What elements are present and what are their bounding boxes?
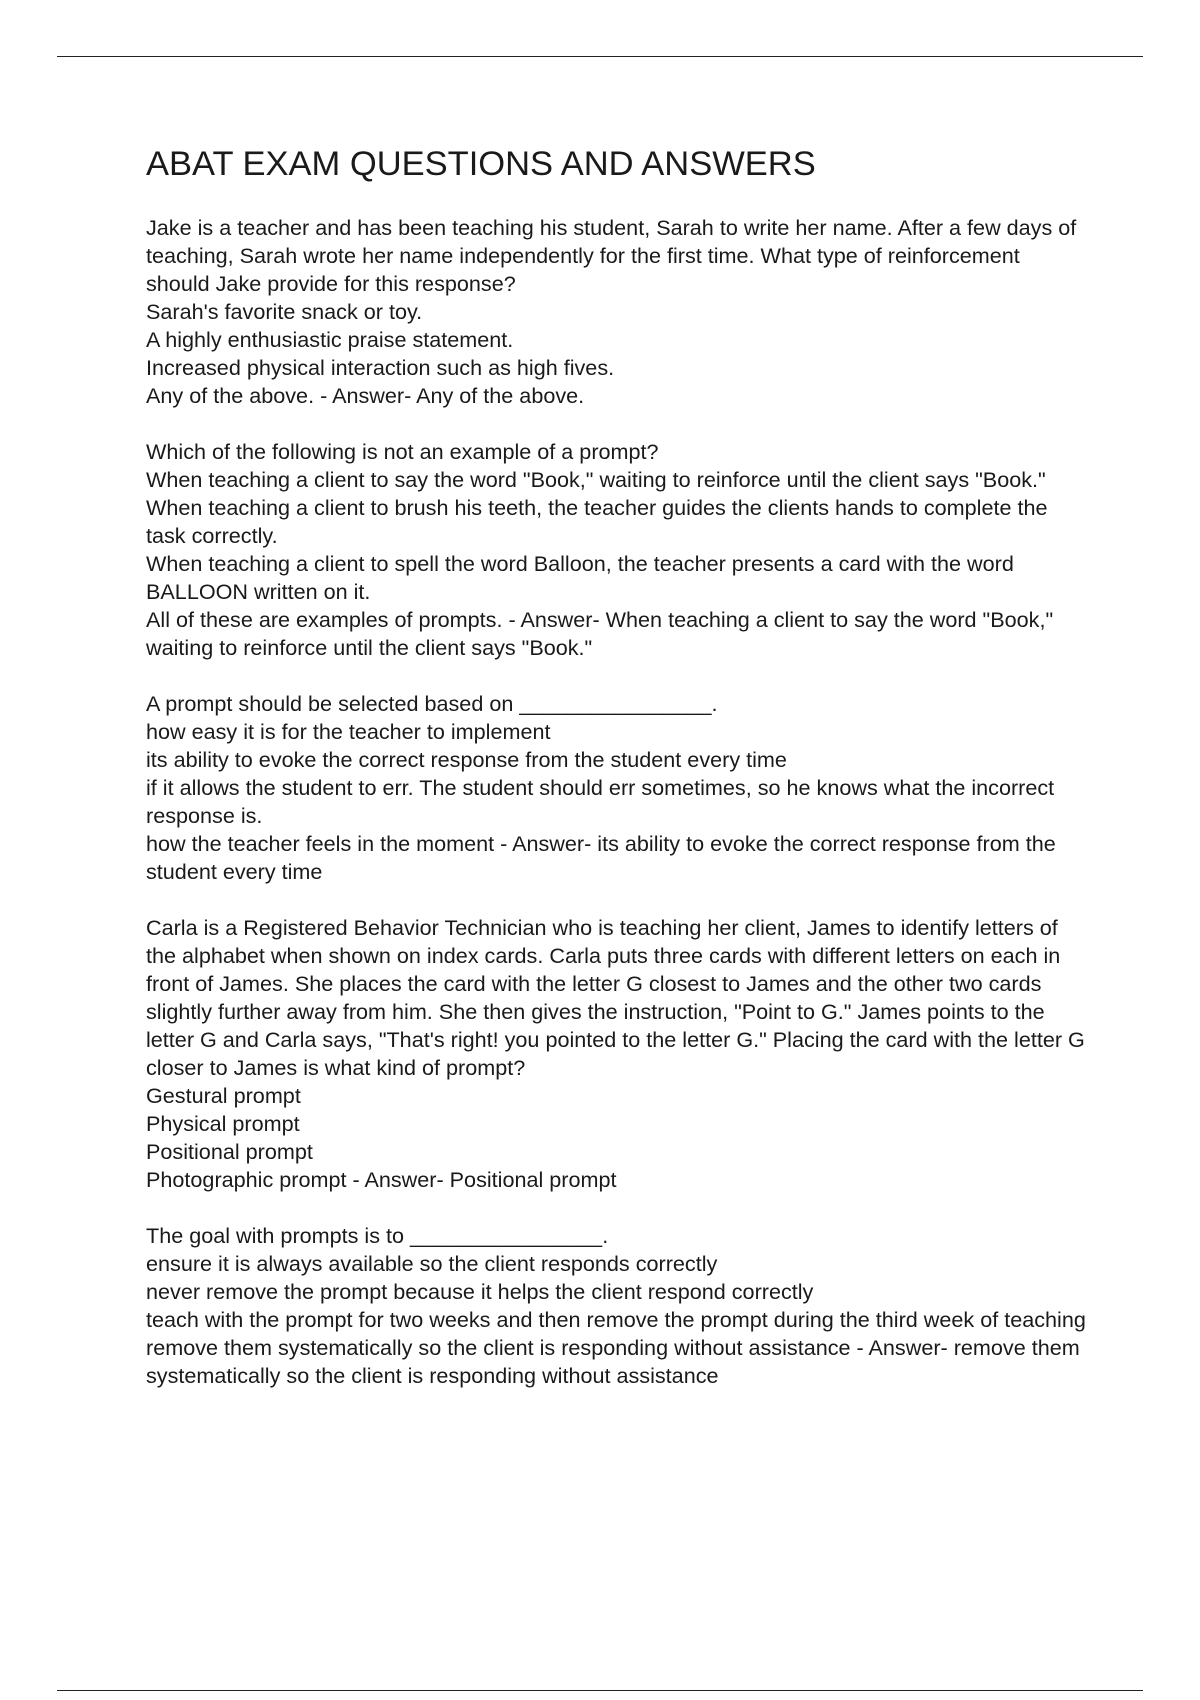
answer-option: Physical prompt — [146, 1111, 300, 1136]
answer-option: When teaching a client to say the word "Book," waiting to reinforce until the client says "Book." — [146, 467, 1046, 492]
answer-option: Increased physical interaction such as high fives. — [146, 355, 615, 380]
answer-option-with-answer: Any of the above. - Answer- Any of the above. — [146, 383, 585, 408]
answer-option: Gestural prompt — [146, 1083, 301, 1108]
answer-option: if it allows the student to err. The student should err sometimes, so he knows what the incorrect response is. — [146, 775, 1055, 828]
document-title: ABAT EXAM QUESTIONS AND ANSWERS — [146, 145, 816, 183]
question-block-3 — [146, 690, 1086, 886]
document-body — [146, 138, 1086, 1418]
answer-option: how easy it is for the teacher to implement — [146, 719, 551, 744]
answer-option: Positional prompt — [146, 1139, 313, 1164]
answer-option-with-answer: remove them systematically so the client is responding without assistance - Answer- remove them systematically so the client is responding without assistance — [146, 1335, 1080, 1388]
answer-option: Sarah's favorite snack or toy. — [146, 299, 423, 324]
question-text: The goal with prompts is to ________________. — [146, 1223, 609, 1248]
answer-option: teach with the prompt for two weeks and then remove the prompt during the third week of teaching — [146, 1307, 1086, 1332]
page-bottom-rule — [57, 1690, 1143, 1691]
answer-option-with-answer: how the teacher feels in the moment - Answer- its ability to evoke the correct response from the student every time — [146, 831, 1056, 884]
answer-option: When teaching a client to brush his teeth, the teacher guides the clients hands to complete the task correctly. — [146, 495, 1048, 548]
answer-option: When teaching a client to spell the word Balloon, the teacher presents a card with the word BALLOON written on it. — [146, 551, 1014, 604]
answer-option: its ability to evoke the correct response from the student every time — [146, 747, 787, 772]
question-text: Jake is a teacher and has been teaching his student, Sarah to write her name. After a few days of teaching, Sarah wrote her name independently for the first time. What type of reinforcement should Jake provide for this response? — [146, 215, 1077, 296]
answer-option-with-answer: All of these are examples of prompts. - Answer- When teaching a client to say the word "Book," waiting to reinforce until the client says "Book." — [146, 607, 1054, 660]
answer-option: ensure it is always available so the client responds correctly — [146, 1251, 718, 1276]
question-text: Which of the following is not an example of a prompt? — [146, 439, 659, 464]
question-block-5 — [146, 1222, 1086, 1390]
answer-option: A highly enthusiastic praise statement. — [146, 327, 514, 352]
question-text: A prompt should be selected based on ________________. — [146, 691, 718, 716]
question-block-4 — [146, 914, 1086, 1194]
answer-option: never remove the prompt because it helps the client respond correctly — [146, 1279, 814, 1304]
answer-option-with-answer: Photographic prompt - Answer- Positional prompt — [146, 1167, 617, 1192]
question-block-2 — [146, 438, 1086, 662]
question-block-1 — [146, 214, 1086, 410]
page-top-rule — [57, 56, 1143, 57]
question-text: Carla is a Registered Behavior Technician who is teaching her client, James to identify letters of the alphabet when shown on index cards. Carla puts three cards with different letters on each in front of James. She places the card with the letter G closest to James and the other two cards slightly further away from him. She then gives the instruction, "Point to G." James points to the letter G and Carla says, "That's right! you pointed to the letter G." Placing the card with the letter G closer to James is what kind of prompt? — [146, 915, 1085, 1080]
